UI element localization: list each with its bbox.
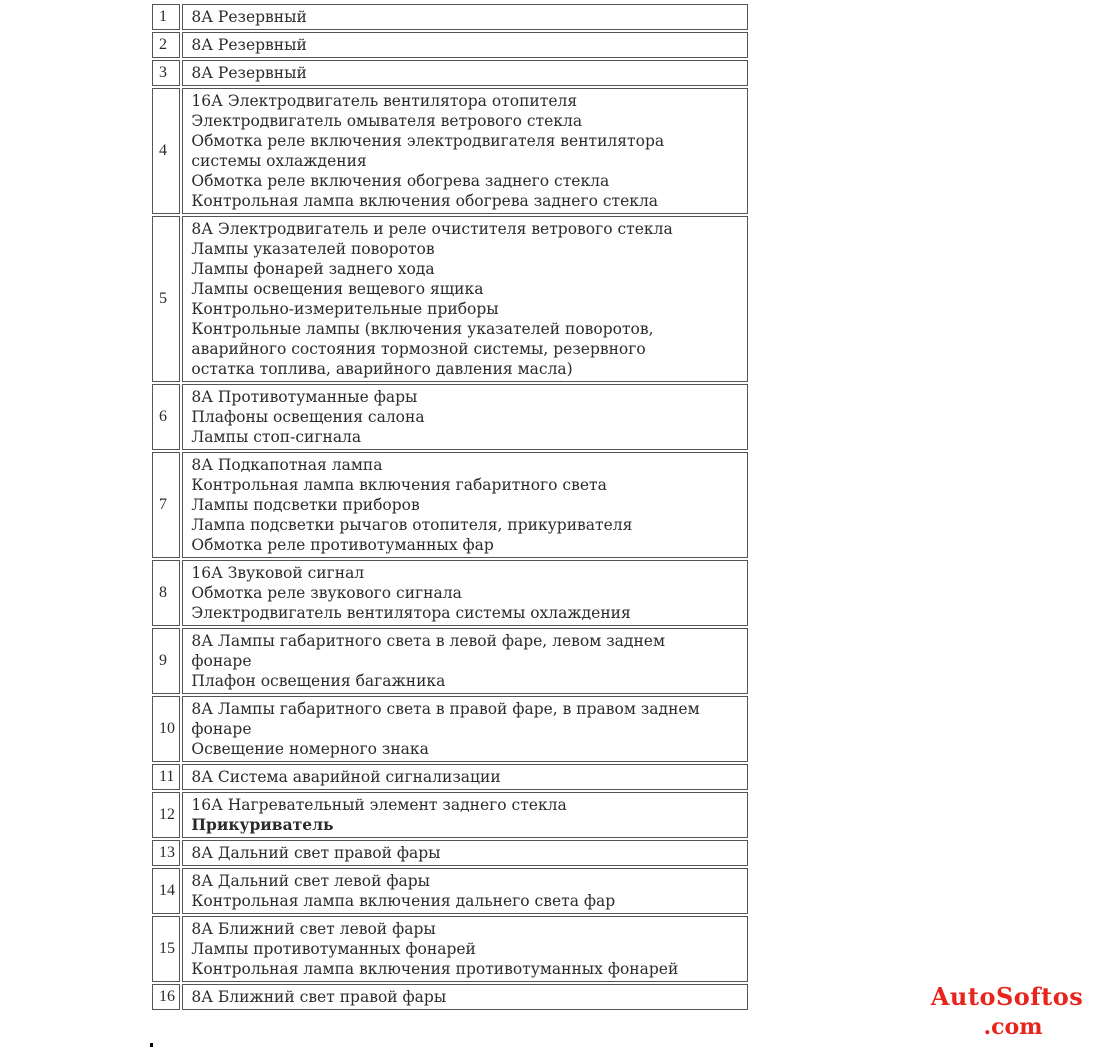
fuse-description-cell xyxy=(182,792,748,838)
fuse-description-line: Плафоны освещения салона xyxy=(191,408,425,426)
fuse-description-line: остатка топлива, аварийного давления масла) xyxy=(191,360,573,378)
fuse-description-line: Плафон освещения багажника xyxy=(191,672,446,690)
fuse-table-body xyxy=(152,4,748,1010)
fuse-description-line: Обмотка реле звукового сигнала xyxy=(191,584,462,602)
table-row xyxy=(152,4,748,30)
watermark-text: AutoSoftos xyxy=(930,982,1084,1011)
fuse-number-cell: 15 xyxy=(152,916,180,982)
table-row xyxy=(152,916,748,982)
table-row xyxy=(152,868,748,914)
fuse-description-cell xyxy=(182,868,748,914)
fuse-number-cell: 13 xyxy=(152,840,180,866)
fuse-number-cell: 14 xyxy=(152,868,180,914)
fuse-description-cell xyxy=(182,840,748,866)
fuse-description-line: Контрольная лампа включения обогрева заднего стекла xyxy=(191,192,659,210)
fuse-number-cell: 8 xyxy=(152,560,180,626)
fuse-description-cell xyxy=(182,88,748,214)
fuse-number-cell: 6 xyxy=(152,384,180,450)
fuse-description-line: Электродвигатель омывателя ветрового стекла xyxy=(191,112,583,130)
fuse-description-line: 8А Электродвигатель и реле очистителя ветрового стекла xyxy=(191,220,673,238)
fuse-number-cell: 7 xyxy=(152,452,180,558)
fuse-description-line: 16А Звуковой сигнал xyxy=(191,564,365,582)
fuse-number-cell: 10 xyxy=(152,696,180,762)
watermark-domain: .com xyxy=(983,1014,1043,1040)
fuse-description-line: Электродвигатель вентилятора системы охлаждения xyxy=(191,604,631,622)
fuse-description-line: Обмотка реле противотуманных фар xyxy=(191,536,494,554)
fuse-description-line: Прикуриватель xyxy=(191,815,334,834)
fuse-description-cell xyxy=(182,452,748,558)
fuse-description-line: 8А Резервный xyxy=(191,64,307,82)
fuse-number-cell: 4 xyxy=(152,88,180,214)
fuse-description-line: 8А Лампы габаритного света в правой фаре, в правом заднем xyxy=(191,700,700,718)
fuse-description-cell xyxy=(182,60,748,86)
fuse-description-line: Освещение номерного знака xyxy=(191,740,429,758)
fuse-description-cell xyxy=(182,32,748,58)
fuse-description-cell xyxy=(182,764,748,790)
fuse-description-line: Контрольная лампа включения дальнего света фар xyxy=(191,892,616,910)
fuse-description-line: 8А Резервный xyxy=(191,8,307,26)
corner-mark xyxy=(150,1043,153,1047)
fuse-number-cell: 12 xyxy=(152,792,180,838)
fuse-description-cell xyxy=(182,628,748,694)
fuse-description-line: Лампы стоп-сигнала xyxy=(191,428,362,446)
watermark-logo xyxy=(912,982,1102,1042)
table-row xyxy=(152,560,748,626)
fuse-description-cell xyxy=(182,384,748,450)
table-row xyxy=(152,792,748,838)
table-row xyxy=(152,216,748,382)
fuse-description-cell xyxy=(182,696,748,762)
fuse-description-line: 8А Лампы габаритного света в левой фаре, левом заднем xyxy=(191,632,666,650)
fuse-description-line: Контрольная лампа включения противотуманных фонарей xyxy=(191,960,679,978)
fuse-number-cell: 3 xyxy=(152,60,180,86)
fuse-description-line: 8А Дальний свет левой фары xyxy=(191,872,430,890)
table-row xyxy=(152,764,748,790)
fuse-description-line: 8А Дальний свет правой фары xyxy=(191,844,441,862)
fuse-description-line: Обмотка реле включения обогрева заднего стекла xyxy=(191,172,610,190)
fuse-description-line: фонаре xyxy=(191,652,252,670)
fuse-description-line: Лампы указателей поворотов xyxy=(191,240,435,258)
fuse-description-cell xyxy=(182,560,748,626)
fuse-description-cell xyxy=(182,216,748,382)
fuse-description-line: 16А Нагревательный элемент заднего стекла xyxy=(191,796,567,814)
fuse-description-line: 16А Электродвигатель вентилятора отопителя xyxy=(191,92,578,110)
table-row xyxy=(152,452,748,558)
fuse-number-cell: 16 xyxy=(152,984,180,1010)
fuse-description-line: аварийного состояния тормозной системы, резервного xyxy=(191,340,646,358)
table-row xyxy=(152,696,748,762)
fuse-description-line: 8А Система аварийной сигнализации xyxy=(191,768,501,786)
fuse-description-line: фонаре xyxy=(191,720,252,738)
fuse-number-cell: 11 xyxy=(152,764,180,790)
table-row xyxy=(152,88,748,214)
fuse-description-line: Лампы противотуманных фонарей xyxy=(191,940,476,958)
fuse-description-line: Лампы подсветки приборов xyxy=(191,496,420,514)
fuse-number-cell: 9 xyxy=(152,628,180,694)
fuse-description-line: Контрольная лампа включения габаритного света xyxy=(191,476,607,494)
fuse-description-line: Обмотка реле включения электродвигателя вентилятора xyxy=(191,132,665,150)
table-row xyxy=(152,984,748,1010)
fuse-number-cell: 2 xyxy=(152,32,180,58)
table-row xyxy=(152,384,748,450)
table-row xyxy=(152,32,748,58)
fuse-description-line: Контрольно-измерительные приборы xyxy=(191,300,499,318)
fuse-description-line: Лампы освещения вещевого ящика xyxy=(191,280,484,298)
fuse-table xyxy=(150,2,750,1012)
table-row xyxy=(152,628,748,694)
fuse-description-line: 8А Ближний свет правой фары xyxy=(191,988,447,1006)
fuse-description-line: Лампа подсветки рычагов отопителя, прикуривателя xyxy=(191,516,633,534)
fuse-description-cell xyxy=(182,916,748,982)
fuse-description-line: Контрольные лампы (включения указателей поворотов, xyxy=(191,320,654,338)
table-row xyxy=(152,840,748,866)
fuse-description-line: 8А Подкапотная лампа xyxy=(191,456,383,474)
fuse-description-line: 8А Ближний свет левой фары xyxy=(191,920,436,938)
fuse-description-line: 8А Резервный xyxy=(191,36,307,54)
fuse-description-line: системы охлаждения xyxy=(191,152,367,170)
fuse-description-line: 8А Противотуманные фары xyxy=(191,388,418,406)
fuse-number-cell: 1 xyxy=(152,4,180,30)
table-row xyxy=(152,60,748,86)
fuse-description-cell xyxy=(182,984,748,1010)
fuse-description-line: Лампы фонарей заднего хода xyxy=(191,260,435,278)
fuse-description-cell xyxy=(182,4,748,30)
fuse-number-cell: 5 xyxy=(152,216,180,382)
